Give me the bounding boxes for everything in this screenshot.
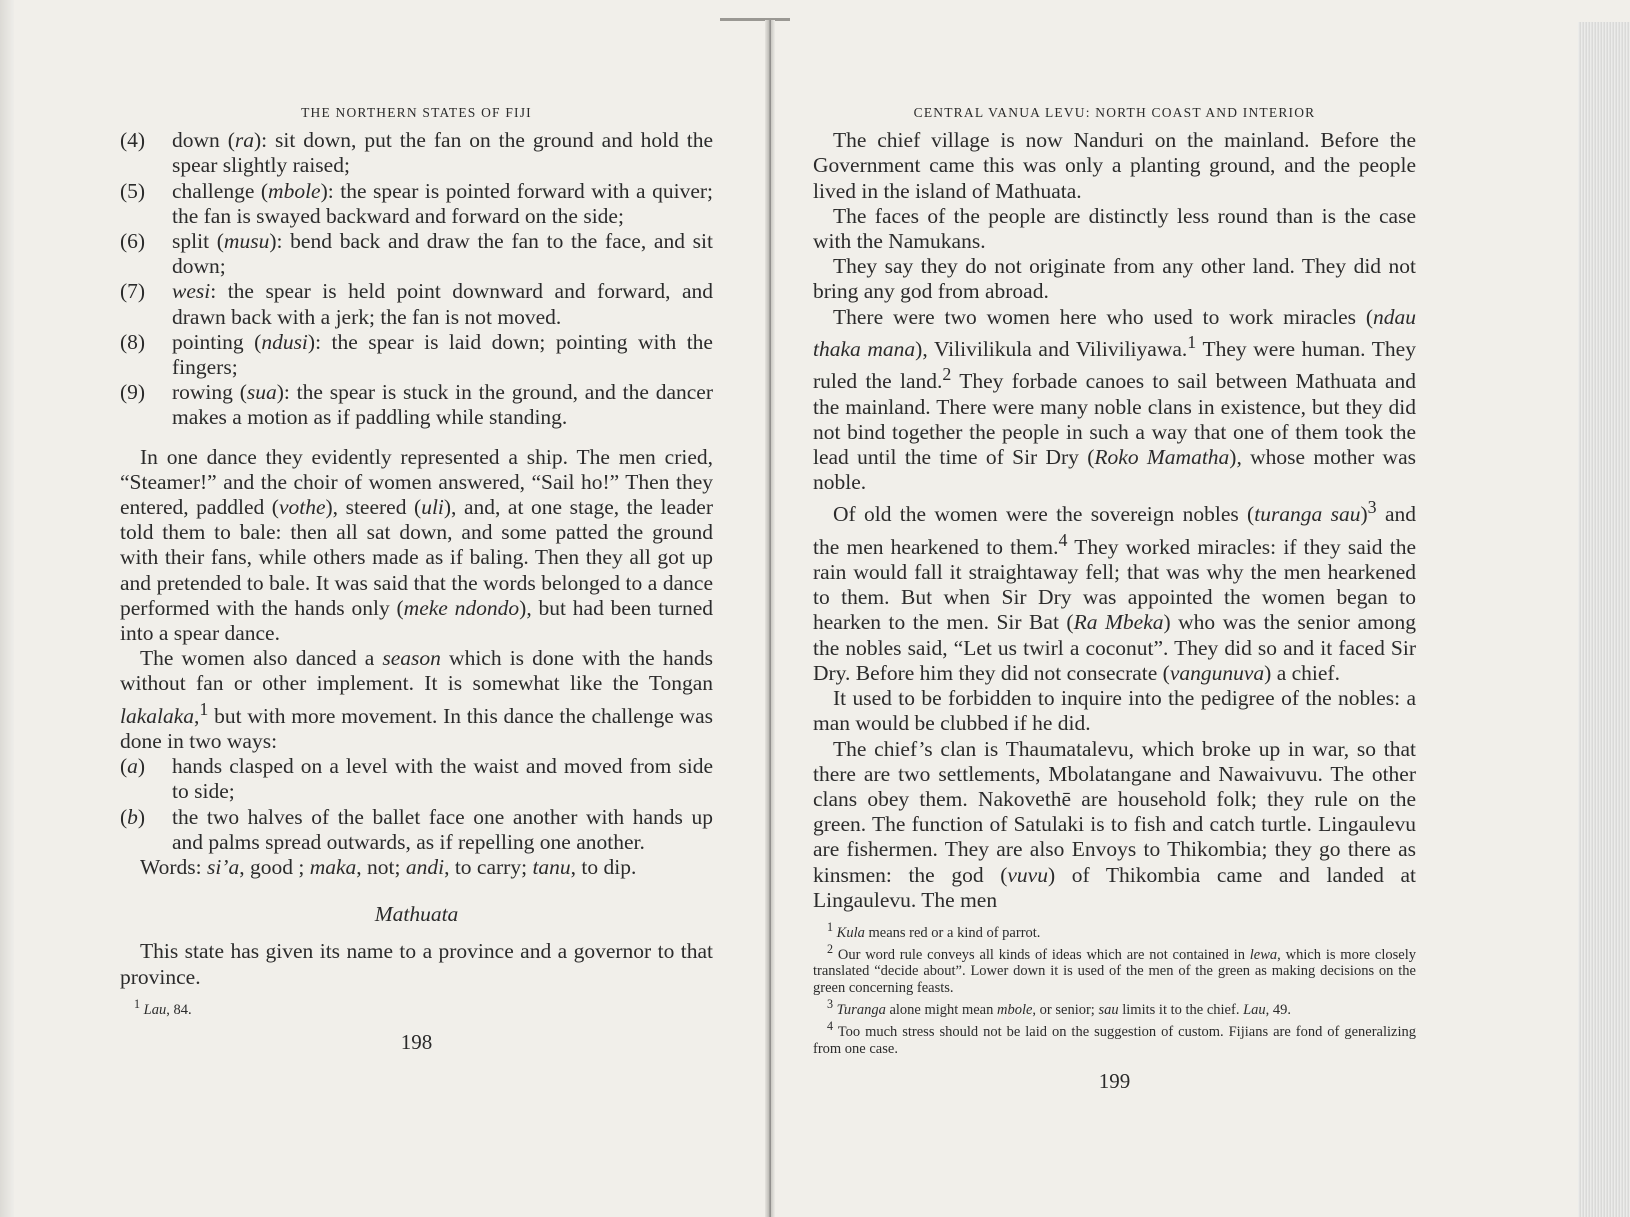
left-page: [120, 100, 713, 1055]
list-item-number: (4): [120, 128, 146, 153]
list-item-text: rowing (sua): the spear is stuck in the ground, and the dancer makes a motion as if paddling while standing.: [172, 380, 713, 430]
running-head: CENTRAL VANUA LEVU: NORTH COAST AND INTERIOR: [913, 105, 1316, 120]
paragraph: The women also danced a season which is done with the hands without fan or other implement. It is somewhat like the Tongan lakalaka,$^1$ but with more movement. In this dance the challenge was done in two ways:: [120, 646, 713, 754]
paragraph: The faces of the people are distinctly less round than is the case with the Namukans.: [813, 203, 1416, 254]
section-title: Mathuata: [374, 902, 459, 927]
paragraph: The chief’s clan is Thaumatalevu, which broke up in war, so that there are two settlements, Mbolatangane and Nawaivuvu. The other clans obey them. Nakovethē are household folk; they rule on the green. The function of Satulaki is to fish and catch turtle. Lingaulevu are fishermen. They are also Envoys to Thikombia; they go there as kinsmen: the god (vuvu) of Thikombia came and landed at Lingaulevu. The men: [813, 736, 1416, 912]
right-page: [813, 100, 1416, 1094]
list-item-number: (a): [120, 754, 146, 779]
list-item: [120, 754, 713, 804]
list-item-text: down (ra): sit down, put the fan on the ground and hold the spear slightly raised;: [172, 128, 714, 178]
paragraph: The chief village is now Nanduri on the mainland. Before the Government came this was only a planting ground, and the people lived in the island of Mathuata.: [813, 128, 1416, 203]
paragraph: It used to be forbidden to inquire into the pedigree of the nobles: a man would be clubbed if he did.: [813, 686, 1416, 736]
list-item: [120, 179, 713, 229]
list-item: [120, 330, 713, 380]
paragraph: They say they do not originate from any other land. They did not bring any god from abroad.: [813, 254, 1416, 304]
book-gutter: [765, 20, 775, 1217]
paragraph: There were two women here who used to work miracles (ndau thaka mana), Vilivilikula and Viliviliyawa.$^1$ They were human. They ruled the land.$^2$ They forbade canoes to sail between Mathuata and the mainland. There were many noble clans in existence, but they did not bind together the people in such a way that one of them took the lead until the time of Sir Dry (Roko Mamatha), whose mother was noble.: [813, 304, 1416, 495]
list-item: [120, 229, 713, 279]
list-item: [120, 128, 713, 178]
words-line: Words: si’a, good ; maka, not; andi, to carry; tanu, to dip.: [140, 855, 637, 880]
list-item-number: (b): [120, 804, 146, 829]
list-item-number: (5): [120, 178, 146, 203]
list-item-text: hands clasped on a level with the waist and moved from side to side;: [172, 754, 713, 804]
list-item-text: split (musu): bend back and draw the fan to the face, and sit down;: [172, 229, 713, 279]
footnote: $^2$ Our word rule conveys all kinds of ideas which are not contained in lewa, which is more closely translated “decide about”. Lower down it is used of the men of the green as making decisions on the green concerning feasts.: [813, 942, 1416, 996]
list-item-text: challenge (mbole): the spear is pointed forward with a quiver; the fan is swayed backward and forward on the side;: [172, 178, 713, 228]
page-fore-edge: [1578, 22, 1630, 1217]
list-item-number: (7): [120, 279, 146, 304]
list-item-number: (8): [120, 329, 146, 354]
footnote: $^1$ Lau, 84.: [134, 996, 192, 1018]
footnotes: [813, 919, 1416, 1057]
spacer: [120, 431, 713, 445]
page-number: 198: [400, 1030, 433, 1055]
list-item-text: wesi: the spear is held point downward and forward, and drawn back with a jerk; the fan is not moved.: [172, 279, 713, 329]
page-number: 199: [1098, 1069, 1131, 1094]
gutter-top-shadow: [720, 18, 790, 21]
challenge-ways-list: [120, 754, 713, 855]
list-item: [120, 380, 713, 430]
list-item: [120, 279, 713, 329]
list-item-text: pointing (ndusi): the spear is laid down; pointing with the fingers;: [172, 329, 713, 380]
list-item-number: (9): [120, 380, 146, 405]
paragraph: This state has given its name to a province and a governor to that province.: [120, 939, 713, 989]
footnote: $^4$ Too much stress should not be laid on the suggestion of custom. Fijians are fond of generalizing from one case.: [813, 1019, 1416, 1057]
paragraph: In one dance they evidently represented a ship. The men cried, “Steamer!” and the choir of women answered, “Sail ho!” Then they entered, paddled (vothe), steered (uli), and, at one stage, the leader told them to bale: then all sat down, and some patted the ground with their fans, while others made as if baling. Then they all got up and pretended to bale. It was said that the words belonged to a dance performed with the hands only (meke ndondo), but had been turned into a spear dance.: [120, 444, 714, 646]
list-item-text: the two halves of the ballet face one another with hands up and palms spread outwards, as if repelling one another.: [172, 804, 713, 854]
footnotes: [120, 996, 713, 1018]
paragraph: Of old the women were the sovereign nobles (turanga sau)$^3$ and the men hearkened to them.$^4$ They worked miracles: if they said the rain would fall it straightaway fell; that was why the men hearkened to them. But when Sir Dry was appointed the women began to hearken to the men. Sir Bat (Ra Mbeka) who was the senior among the nobles said, “Let us twirl a coconut”. They did so and it faced Sir Dry. Before him they did not consecrate (vangunuva) a chief.: [813, 497, 1416, 685]
footnote: $^1$ Kula means red or a kind of parrot.: [827, 919, 1041, 941]
running-head: THE NORTHERN STATES OF FIJI: [301, 105, 532, 120]
body-text: [813, 128, 1416, 913]
list-item-number: (6): [120, 229, 146, 254]
list-item: [120, 805, 713, 855]
scan-left-edge: [0, 0, 14, 1217]
dance-movements-list: [120, 128, 713, 430]
footnote: $^3$ Turanga alone might mean mbole, or senior; sau limits it to the chief. Lau, 49.: [827, 997, 1292, 1019]
